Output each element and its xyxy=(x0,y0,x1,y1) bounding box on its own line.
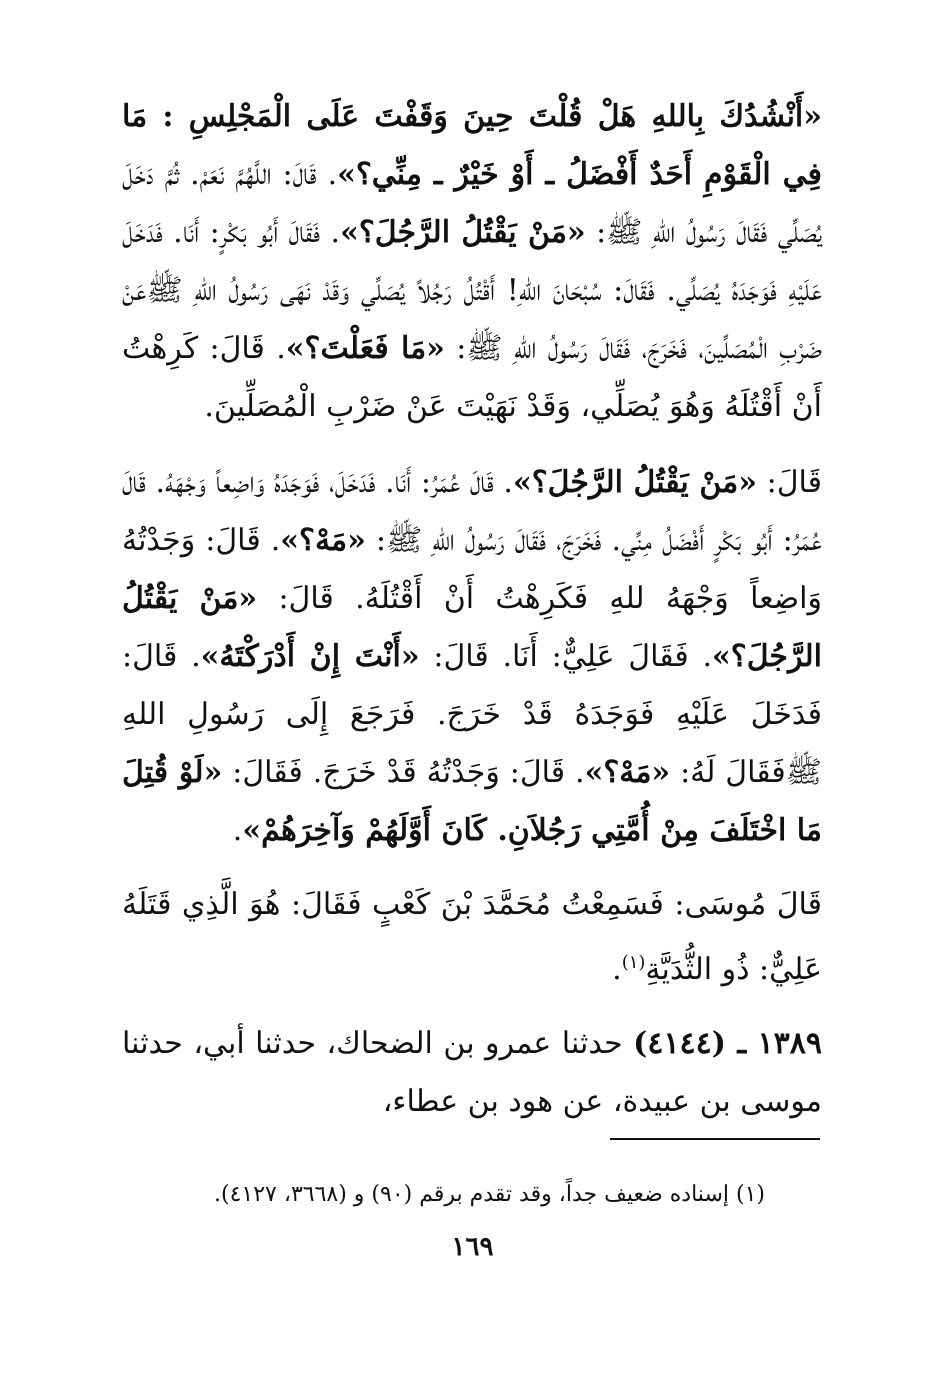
paragraph-3 xyxy=(122,876,822,999)
quote: «مَنْ يَقْتُلُ الرَّجُلَ؟» xyxy=(122,581,822,674)
quote: «مَهْ؟» xyxy=(280,523,366,558)
text-run: . قَالَ: فَدَخَلَ عَلَيْهِ فَوَجَدَهُ قَدْ خَرَجَ. فَرَجَعَ إِلَى رَسُولِ اللهِ ﷺفَقَالَ لَهُ: xyxy=(122,639,823,790)
hadith-number: ١٣٨٩ ـ (٤١٤٤) xyxy=(633,1026,822,1061)
text-run: . قَالَ: وَجَدْتُهُ قَدْ خَرَجَ. فَقَالَ: xyxy=(222,755,585,790)
quote: «مَا فَعَلْتَ؟» xyxy=(285,331,445,366)
page-body xyxy=(122,88,822,1131)
footnote-marker: (١) xyxy=(621,952,646,973)
quote: «مَنْ يَقْتُلُ الرَّجُلَ؟» xyxy=(512,465,757,500)
quote: «مَنْ يَقْتُلُ الرَّجُلَ؟» xyxy=(340,215,586,250)
paragraph-1 xyxy=(122,88,822,436)
page-number: ١٦٩ xyxy=(451,1232,494,1262)
text-run: . xyxy=(232,813,243,848)
text-run: . فَقَالَ أَبُو بَكْرٍ: أَنَا. فَدَخَلَ عَلَيْهِ فَوَجَدَهُ يُصَلِّي. فَقَالَ: سُبْحَانَ اللهِ! أَقْتُلُ رَجُلاً يُصَلِّي وَقَدْ نَهَى رَسُولُ اللهِ ﷺعَنْ ضَرْبِ الْمُصَلِّينَ، فَخَرَجَ، فَقَالَ رَسُولُ اللهِ ﷺ: xyxy=(122,215,823,366)
text-run: . فَقَالَ عَلِيٌّ: أَنَا. قَالَ: xyxy=(419,639,713,674)
text-run: قَالَ: xyxy=(756,465,823,500)
paragraph-2 xyxy=(122,454,822,860)
text-run: حدثنا عمرو بن الضحاك، حدثنا أبي، حدثنا موسى بن عبيدة، عن هود بن عطاء، xyxy=(122,1026,822,1119)
text-run: . قَالَ: اللَّهُمَّ نَعَمْ. ثُمَّ دَخَلَ يُصَلِّي فَقَالَ رَسُولُ اللهِ ﷺ: xyxy=(122,157,823,250)
text-run: قَالَ مُوسَى: فَسَمِعْتُ مُحَمَّدَ بْنَ كَعْبٍ فَقَالَ: هُوَ الَّذِي قَتَلَهُ عَلِيٌّ: ذُو الثُّدَيَّةِ xyxy=(122,887,822,987)
quote: «مَهْ؟» xyxy=(584,755,671,790)
quote: «أَنْشُدُكَ بِاللهِ هَلْ قُلْتَ حِينَ وَقَفْتَ عَلَى الْمَجْلِسِ : مَا فِي الْقَوْمِ أَحَدٌ أَفْضَلُ ـ أَوْ خَيْرٌ ـ مِنِّي؟» xyxy=(122,99,822,192)
text-run: . قَالَ: كَرِهْتُ أَنْ أَقْتُلَهُ وَهُوَ يُصَلِّي، وَقَدْ نَهَيْتَ عَنْ ضَرْبِ الْمُصَلِّينَ. xyxy=(122,331,822,424)
text-run: . قَالَ: وَجَدْتُهُ وَاضِعاً وَجْهَهُ للهِ فَكَرِهْتُ أَنْ أَقْتُلَهُ. قَالَ: xyxy=(122,523,822,616)
quote: «لَوْ قُتِلَ مَا اخْتَلَفَ مِنْ أُمَّتِي رَجُلاَنِ. كَانَ أَوَّلَهُمْ وَآخِرَهُمْ» xyxy=(122,755,822,848)
text-run: . xyxy=(612,952,622,987)
quote: «أَنْتَ إِنْ أَدْرَكْتَهُ» xyxy=(200,639,420,674)
footnote: (١) إسناده ضعيف جداً، وقد تقدم برقم (٩٠) و (٣٦٦٨، ٤١٢٧). xyxy=(214,1182,765,1207)
text-run: . قَالَ عُمَرُ: أَنَا. فَدَخَلَ، فَوَجَدَهُ وَاضِعاً وَجْهَهُ. قَالَ عُمَرُ: أَبُو بَكْرٍ أَفْضَلُ مِنِّي. فَخَرَجَ، فَقَالَ رَسُولُ اللهِ ﷺ: xyxy=(122,465,822,558)
footnote-divider xyxy=(610,1138,820,1140)
paragraph-4 xyxy=(122,1015,822,1131)
